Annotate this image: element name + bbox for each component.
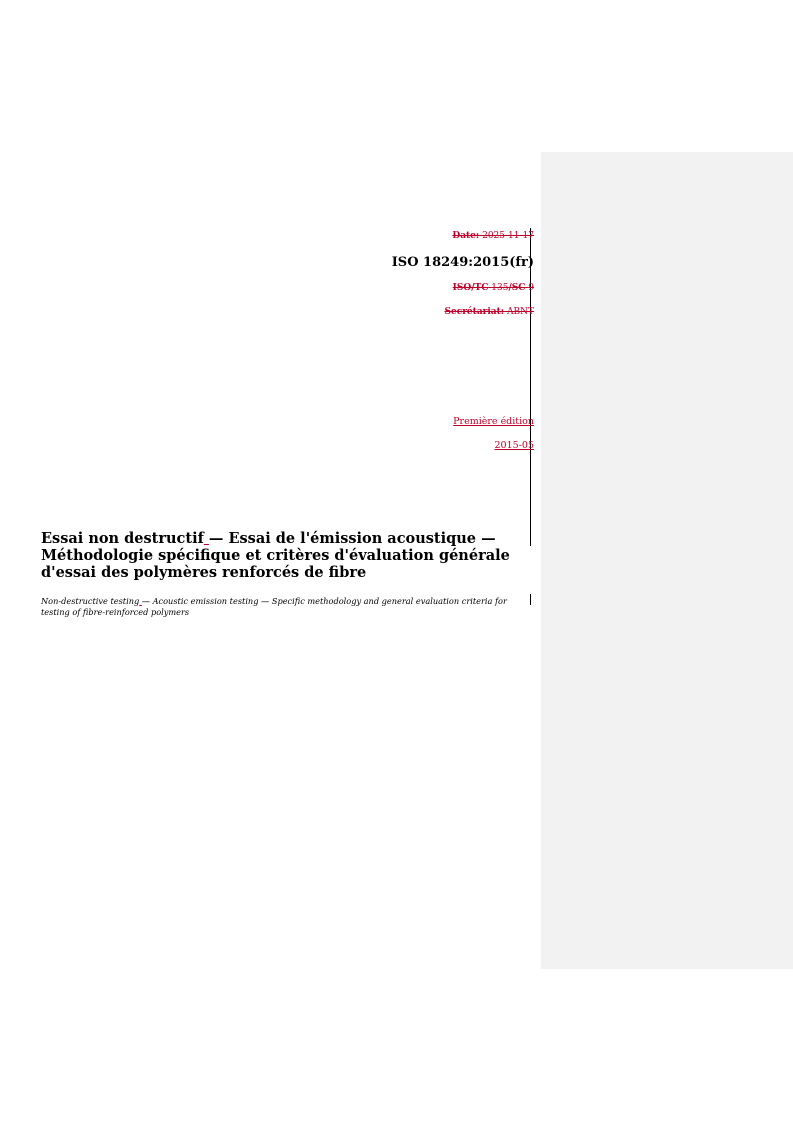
title-english-part2: — Acoustic emission testing — Specific methodology and general evaluation criteria for testing of fibre-reinforced polymers	[41, 596, 507, 617]
secretariat	[444, 307, 534, 317]
date-value: 2025-11-17	[482, 231, 534, 241]
title-french-part1: Essai non destructif	[41, 530, 204, 547]
title-english	[41, 596, 531, 618]
subcommittee-number: 9	[528, 283, 534, 293]
committee-label: ISO/TC	[452, 283, 489, 293]
change-bar	[530, 228, 531, 546]
secretariat-value: ABNT	[507, 307, 534, 317]
title-english-part1: Non-destructive testing	[41, 596, 140, 606]
date-label: Date:	[452, 231, 480, 241]
title-french	[41, 530, 536, 581]
edition-date: 2015-05	[494, 440, 534, 451]
secretariat-label: Secrétariat:	[444, 307, 505, 317]
document-date	[452, 231, 534, 241]
committee-number: 135	[491, 283, 509, 293]
standard-number: ISO 18249:2015(fr)	[391, 255, 534, 270]
edition: Première édition	[453, 416, 534, 427]
title-french-part2: — Essai de l'émission acoustique — Méthodologie spécifique et critères d'évaluation générale d'essai des polymères renforcés de fibre	[41, 530, 510, 581]
comment-pane	[541, 152, 793, 969]
committee-reference	[453, 283, 534, 293]
subcommittee-label: /SC	[508, 283, 526, 293]
